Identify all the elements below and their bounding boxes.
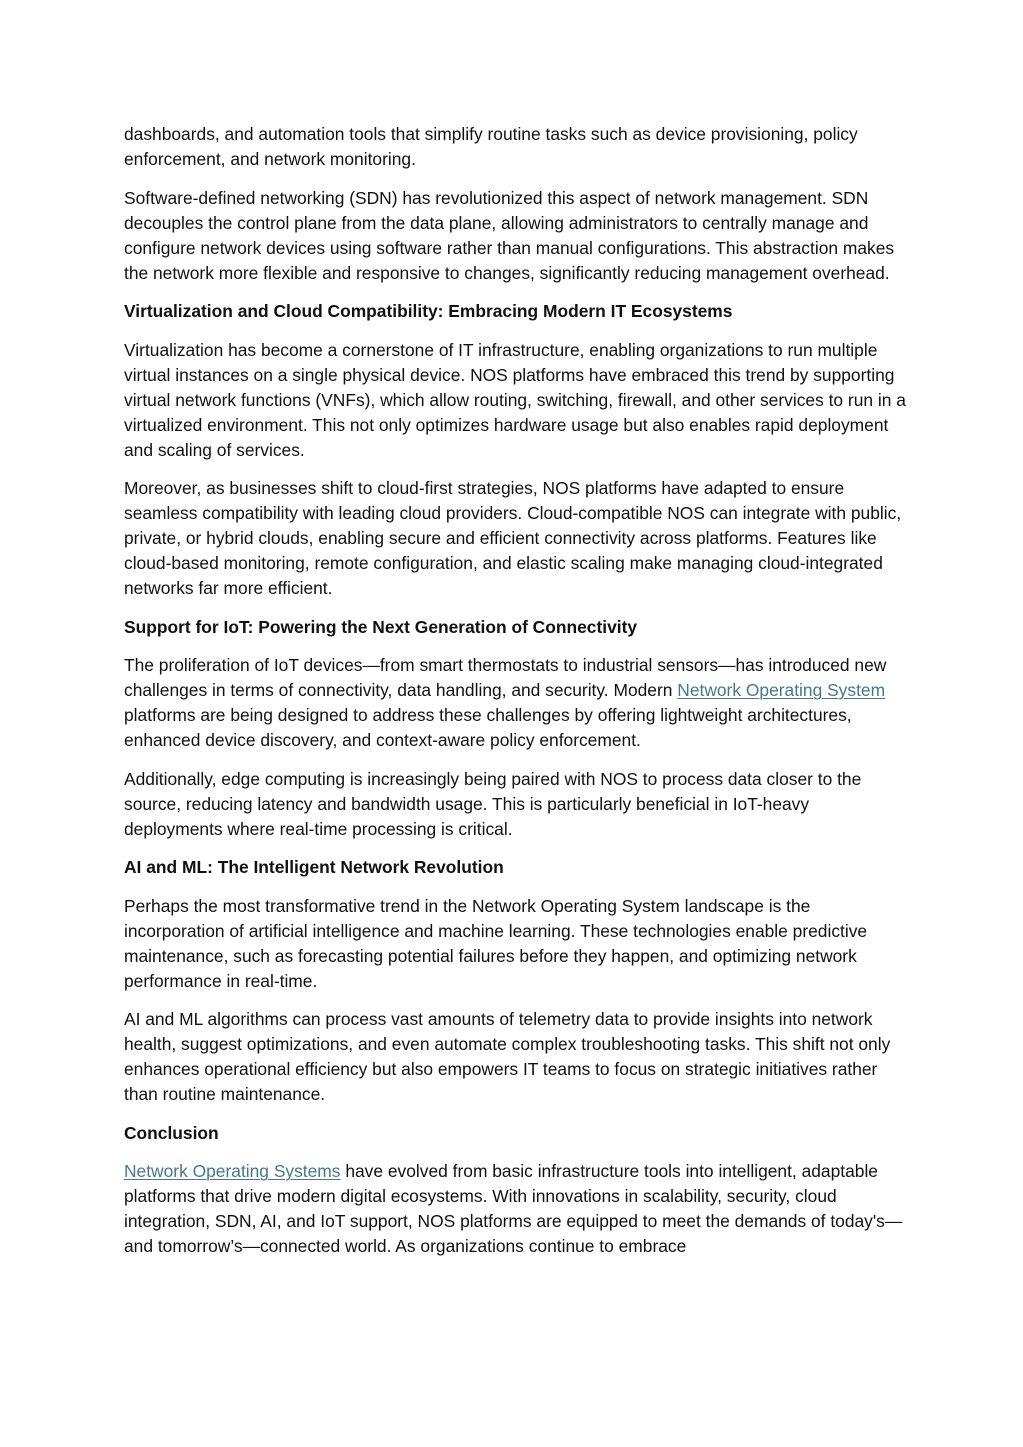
paragraph-edge-computing: Additionally, edge computing is increasingly being paired with NOS to process data closer to the source, reducing latency and bandwidth usage. This is particularly beneficial in IoT-heavy deployments where real-time processing is critical. [124,768,862,839]
network-operating-systems-link[interactable]: Network Operating Systems [124,1161,341,1181]
heading-iot: Support for IoT: Powering the Next Generation of Connectivity [124,616,638,637]
paragraph-ai-ml-algorithms: AI and ML algorithms can process vast amounts of telemetry data to provide insights into network health, suggest optimizations, and even automate complex troubleshooting tasks. This shift not only enhances operational efficiency but also empowers IT teams to focus on strategic initiatives rather than routine maintenance. [124,1009,891,1104]
paragraph-sdn: Software-defined networking (SDN) has revolutionized this aspect of network management. SDN decouples the control plane from the data plane, allowing administrators to centrally manage and configure network devices using software rather than manual configurations. This abstraction makes the network more flexible and responsive to changes, significantly reducing management overhead. [124,187,895,283]
paragraph-iot [124,653,906,753]
paragraph-conclusion-text: have evolved from basic infrastructure tools into intelligent, adaptable platforms that drive modern digital ecosystems. With innovations in scalability, security, cloud integration, SDN, AI, and IoT support, NOS platforms are equipped to meet the demands of today's—and tomorrow’s—connected world. As organizations continue to embrace [124,1161,903,1256]
network-operating-system-link[interactable]: Network Operating System [677,680,886,700]
paragraph-iot-text-start: The proliferation of IoT devices—from smart thermostats to industrial sensors—has introduced new challenges in terms of connectivity, data handling, and security. Modern [124,655,887,700]
paragraph-iot-text-end: platforms are being designed to address these challenges by offering lightweight architectures, enhanced device discovery, and context-aware policy enforcement. [124,705,852,750]
heading-conclusion: Conclusion [124,1122,219,1143]
heading-ai-ml: AI and ML: The Intelligent Network Revolution [124,857,504,877]
heading-virtualization: Virtualization and Cloud Compatibility: Embracing Modern IT Ecosystems [124,301,733,321]
paragraph-cloud: Moreover, as businesses shift to cloud-first strategies, NOS platforms have adapted to ensure seamless compatibility with leading cloud providers. Cloud-compatible NOS can integrate with public, private, or hybrid clouds, enabling secure and efficient connectivity across platforms. Features like cloud-based monitoring, remote configuration, and elastic scaling make managing cloud-integrated networks far more efficient. [124,478,902,598]
paragraph-virtualization: Virtualization has become a cornerstone of IT infrastructure, enabling organizations to run multiple virtual instances on a single physical device. NOS platforms have embraced this trend by supporting virtual network functions (VNFs), which allow routing, switching, firewall, and other services to run in a virtualized environment. This not only optimizes hardware usage but also enables rapid deployment and scaling of services. [124,339,906,460]
paragraph-conclusion [124,1159,906,1259]
paragraph-management-tools: dashboards, and automation tools that simplify routine tasks such as device provisioning, policy enforcement, and network monitoring. [124,124,858,169]
document-page [124,122,906,1273]
paragraph-ai-ml-intro: Perhaps the most transformative trend in the Network Operating System landscape is the incorporation of artificial intelligence and machine learning. These technologies enable predictive maintenance, such as forecasting potential failures before they happen, and optimizing network performance in real-time. [124,895,868,991]
